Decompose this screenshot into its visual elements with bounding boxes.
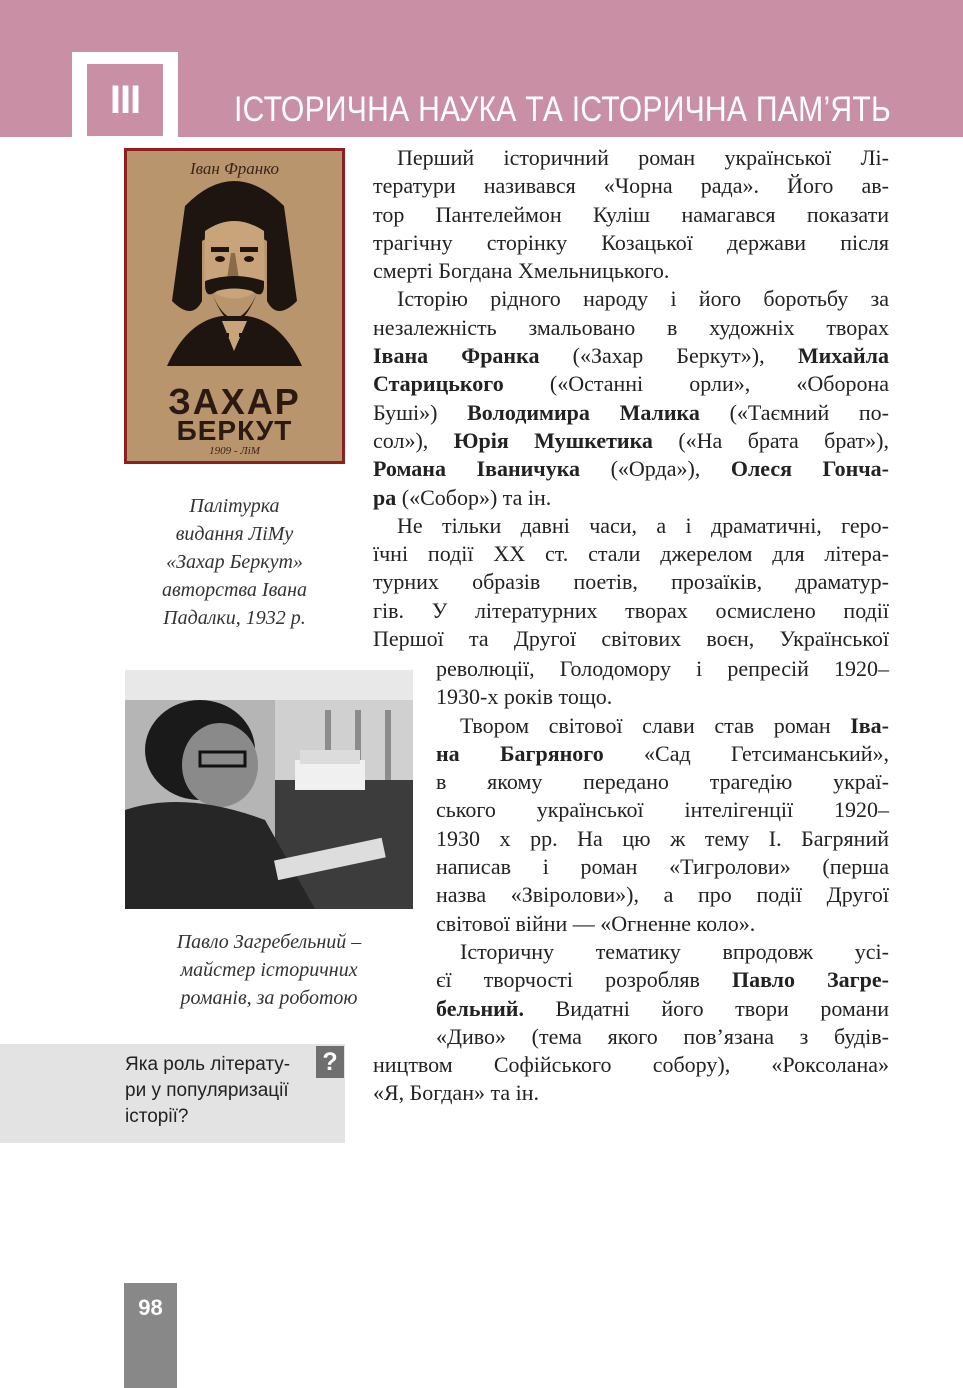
cover-caption-line: авторства Івана bbox=[161, 579, 308, 601]
text-line: Не тільки давні часи, а і драматичні, геро- bbox=[397, 512, 889, 538]
text-fragment: «Сад Гетсиманський», bbox=[603, 740, 890, 766]
text-line bbox=[436, 966, 889, 994]
text-line: незалежність змальовано в художніх творах bbox=[373, 314, 889, 340]
text-fragment: («Собор») та ін. bbox=[396, 484, 552, 510]
cover-caption-line: «Захар Беркут» bbox=[166, 551, 303, 573]
text-line: їчні події XX ст. стали джерелом для літера- bbox=[373, 541, 889, 567]
text-line bbox=[373, 427, 889, 455]
question-line: Яка роль літерату- bbox=[125, 1054, 291, 1075]
author-name: Іва- bbox=[850, 712, 889, 738]
text-line: Історію рідного народу і його боротьбу за bbox=[397, 286, 889, 312]
question-line: ри у популяризації bbox=[125, 1080, 289, 1101]
book-cover-image bbox=[124, 148, 345, 464]
text-line: смерті Богдана Хмельницького. bbox=[373, 258, 670, 284]
text-line: назва «Звіролови»), а про події Другої bbox=[436, 882, 889, 908]
text-line bbox=[373, 342, 889, 370]
text-line: гів. У літературних творах осмислено події bbox=[373, 597, 889, 623]
text-line bbox=[436, 995, 889, 1023]
text-line: ництвом Софійського собору), «Роксолана» bbox=[373, 1052, 889, 1077]
text-line: ського української інтелігенції 1920– bbox=[436, 797, 889, 823]
page-number-tab bbox=[124, 1283, 177, 1388]
text-line: «Я, Богдан» та ін. bbox=[373, 1080, 539, 1106]
text-line: в якому передано трагедію украї- bbox=[436, 769, 889, 795]
photo-caption-line: романів, за роботою bbox=[180, 987, 358, 1009]
text-line bbox=[373, 370, 889, 398]
text-line: написав і роман «Тигролови» (перша bbox=[436, 854, 889, 880]
cover-author: Іван Франко bbox=[189, 159, 280, 178]
text-fragment: («На брата брат»), bbox=[652, 427, 889, 453]
question-box bbox=[0, 1044, 345, 1143]
author-name: Юрія Мушкетика bbox=[453, 427, 653, 453]
writer-photo bbox=[125, 670, 413, 909]
text-line bbox=[373, 484, 889, 512]
page-number: 98 bbox=[138, 1295, 163, 1320]
text-line: тератури називався «Чорна рада». Його ав- bbox=[373, 173, 889, 199]
author-name: ра bbox=[373, 484, 397, 510]
cover-caption-line: Палітурка bbox=[189, 495, 280, 517]
cover-publisher: 1909 - ЛіМ bbox=[209, 445, 260, 457]
text-fragment: («Останні орли», «Оборона bbox=[503, 371, 889, 397]
question-mark-icon: ? bbox=[316, 1046, 344, 1078]
author-name: Володимира Малика bbox=[467, 399, 700, 425]
question-text bbox=[125, 1052, 290, 1130]
author-name: Івана Франка bbox=[373, 343, 540, 369]
section-title: ІСТОРИЧНА НАУКА ТА ІСТОРИЧНА ПАМ’ЯТЬ bbox=[234, 90, 892, 129]
author-name: Михайла bbox=[797, 343, 889, 369]
author-name: Романа Іваничука bbox=[373, 456, 581, 482]
text-fragment: єї творчості розробляв bbox=[436, 967, 732, 993]
text-fragment: Твором світової слави став роман bbox=[460, 712, 851, 738]
text-line: Історичну тематику впродовж усі- bbox=[460, 938, 889, 964]
text-line: тор Пантелеймон Куліш намагався показати bbox=[373, 201, 889, 227]
text-line bbox=[436, 712, 889, 740]
text-line: «Диво» (тема якого пов’язана з будів- bbox=[436, 1023, 889, 1049]
author-name: бельний. bbox=[436, 995, 524, 1021]
text-line: трагічну сторінку Козацької держави після bbox=[373, 229, 889, 255]
text-line bbox=[373, 399, 889, 427]
text-fragment: Видатні його твори романи bbox=[523, 995, 889, 1021]
text-line: 1930-х років тощо. bbox=[436, 684, 613, 710]
main-text-bottom bbox=[373, 1051, 889, 1108]
text-line: світової війни — «Огненне коло». bbox=[436, 910, 756, 936]
author-name: Олеся Гонча- bbox=[730, 456, 889, 482]
cover-title-line2: БЕРКУТ bbox=[176, 415, 293, 446]
section-number-box bbox=[72, 52, 178, 147]
question-line: історії? bbox=[125, 1106, 189, 1127]
photo-caption-line: майстер історичних bbox=[180, 959, 358, 981]
text-fragment: («Захар Беркут»), bbox=[539, 343, 798, 369]
text-line bbox=[436, 740, 889, 768]
text-line: Перший історичний роман української Лі- bbox=[397, 145, 889, 170]
text-line: революції, Голодомору і репресій 1920– bbox=[436, 656, 889, 681]
cover-caption-line: Падалки, 1932 р. bbox=[163, 607, 306, 629]
text-line: 1930 х рр. На цю ж тему І. Багряний bbox=[436, 825, 889, 851]
photo-drawing bbox=[125, 670, 413, 909]
main-text-upper bbox=[373, 144, 889, 653]
text-line: турних образів поетів, прозаїків, драматур- bbox=[373, 569, 889, 595]
photo-caption bbox=[124, 928, 414, 1012]
text-fragment: («Таємний по- bbox=[699, 399, 889, 425]
text-line bbox=[373, 455, 889, 483]
cover-caption bbox=[124, 492, 345, 632]
main-text-lower bbox=[436, 655, 889, 1051]
author-name: Павло Загре- bbox=[731, 967, 889, 993]
cover-caption-line: видання ЛіМу bbox=[175, 523, 294, 545]
text-line: Першої та Другої світових воєн, Української bbox=[373, 626, 889, 652]
photo-caption-line: Павло Загребельний – bbox=[176, 931, 362, 953]
text-fragment: сол»), bbox=[373, 427, 454, 453]
cover-title-line1: ЗАХАР bbox=[168, 381, 301, 422]
author-name: на Багряного bbox=[436, 740, 604, 766]
author-name: Старицького bbox=[373, 371, 504, 397]
text-fragment: Буші») bbox=[373, 399, 468, 425]
section-number: III bbox=[87, 64, 163, 136]
text-fragment: («Орда»), bbox=[580, 456, 731, 482]
